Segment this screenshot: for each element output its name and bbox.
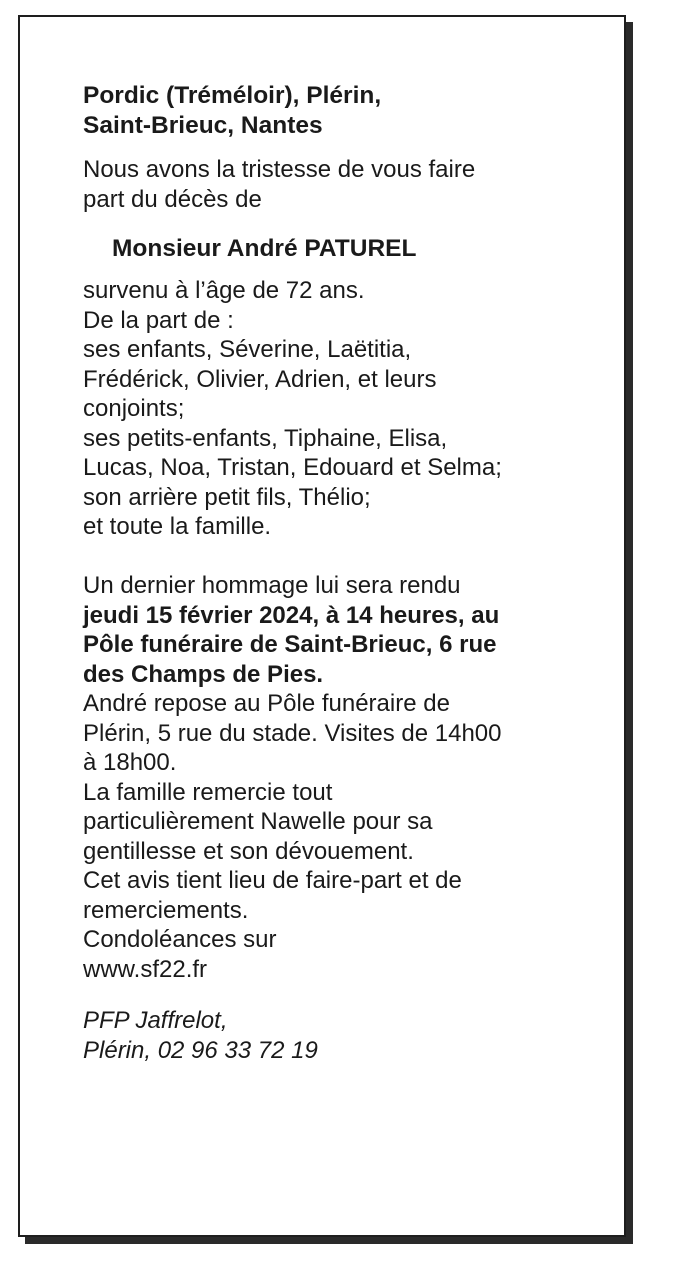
places-heading xyxy=(83,81,583,141)
intro-line: part du décès de xyxy=(83,185,262,213)
family-line: survenu à l’âge de 72 ans. xyxy=(83,277,365,304)
info-line: à 18h00. xyxy=(83,749,177,776)
info-line: particulièrement Nawelle pour sa xyxy=(83,808,433,835)
family-section xyxy=(83,276,583,984)
ceremony-details-line: jeudi 15 février 2024, à 14 heures, au xyxy=(83,601,500,629)
funeral-home-name: PFP Jaffrelot, xyxy=(83,1007,228,1034)
intro-line: Nous avons la tristesse de vous faire xyxy=(83,156,476,183)
places-line: Saint-Brieuc, Nantes xyxy=(83,112,323,139)
obituary-content xyxy=(83,81,583,1065)
family-line: conjoints; xyxy=(83,395,185,422)
family-line: ses petits-enfants, Tiphaine, Elisa, xyxy=(83,424,448,452)
info-line: Condoléances sur xyxy=(83,926,277,953)
obituary-notice-card xyxy=(18,15,626,1237)
family-line: De la part de : xyxy=(83,306,234,334)
info-line: gentillesse et son dévouement. xyxy=(83,837,414,865)
family-line: ses enfants, Séverine, Laëtitia, xyxy=(83,336,412,363)
intro-text xyxy=(83,155,583,214)
family-line: Lucas, Noa, Tristan, Edouard et Selma; xyxy=(83,454,502,481)
info-line: Cet avis tient lieu de faire-part et de xyxy=(83,867,462,894)
family-line: et toute la famille. xyxy=(83,513,272,540)
funeral-home-contact: Plérin, 02 96 33 72 19 xyxy=(83,1036,318,1064)
info-line: La famille remercie tout xyxy=(83,778,333,806)
funeral-home-signature xyxy=(83,1006,583,1065)
info-line: remerciements. xyxy=(83,896,249,924)
deceased-name: Monsieur André PATUREL xyxy=(112,235,417,262)
family-line: Frédérick, Olivier, Adrien, et leurs xyxy=(83,365,437,393)
info-line: André repose au Pôle funéraire de xyxy=(83,690,450,717)
ceremony-details-line: des Champs de Pies. xyxy=(83,660,324,688)
places-line: Pordic (Tréméloir), Plérin, xyxy=(83,82,382,109)
ceremony-details-line: Pôle funéraire de Saint-Brieuc, 6 rue xyxy=(83,631,497,658)
paragraph-spacer xyxy=(83,542,583,572)
info-line: Plérin, 5 rue du stade. Visites de 14h00 xyxy=(83,719,502,747)
family-line: son arrière petit fils, Thélio; xyxy=(83,483,371,511)
ceremony-intro-line: Un dernier hommage lui sera rendu xyxy=(83,572,461,599)
condolences-website: www.sf22.fr xyxy=(83,955,208,983)
